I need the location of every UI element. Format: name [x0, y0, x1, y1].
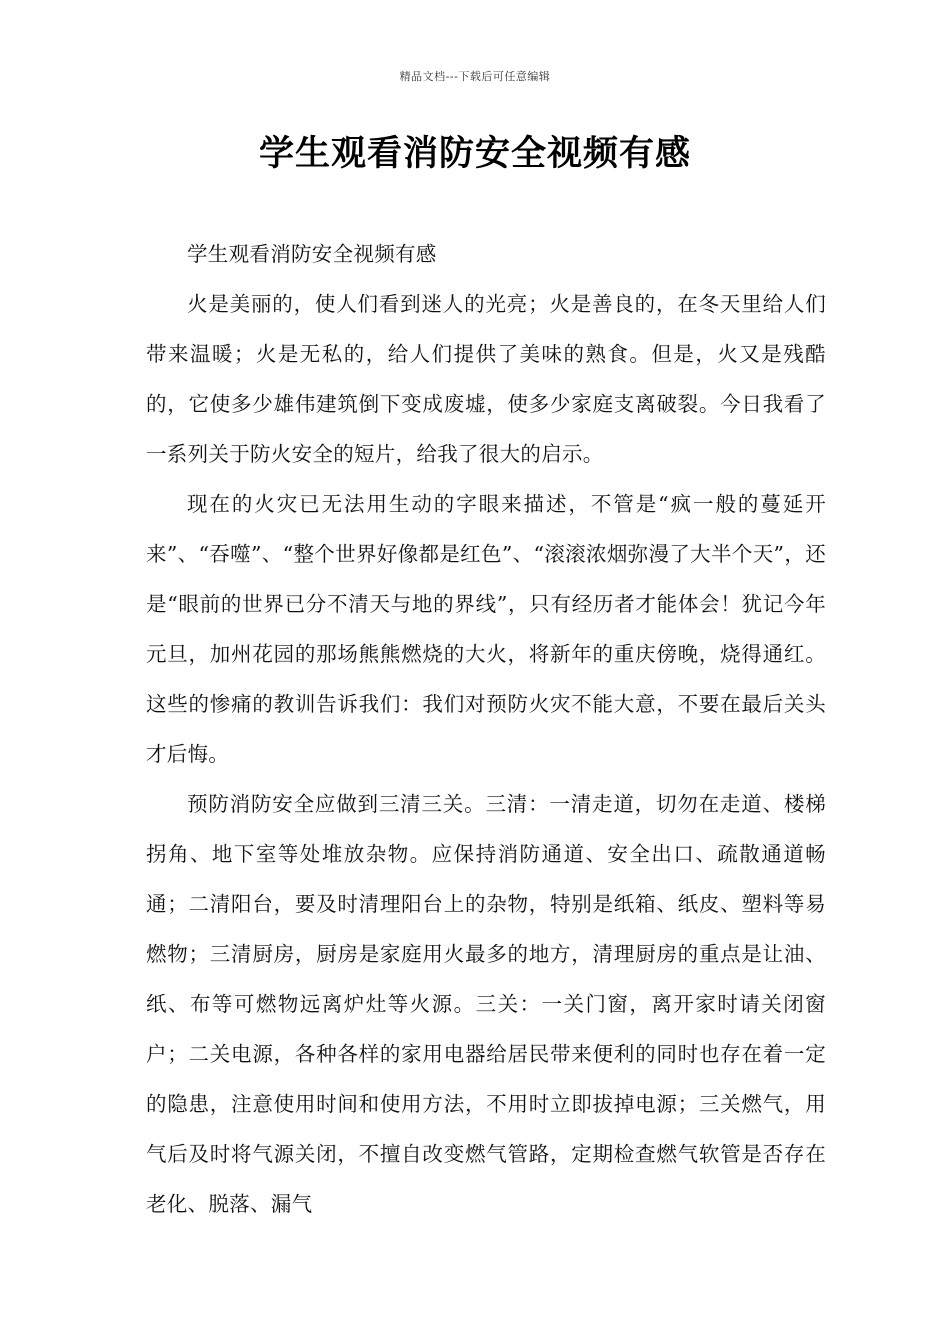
document-body	[146, 229, 826, 1229]
body-paragraph: 现在的火灾已无法用生动的字眼来描述，不管是“疯一般的蔓延开来”、“吞噬”、“整个世界好像都是红色”、“滚滚浓烟弥漫了大半个天”，还是“眼前的世界已分不清天与地的界线”，只有经历者才能体会！犹记今年元旦，加州花园的那场熊熊燃烧的大火，将新年的重庆傍晚，烧得通红。这些的惨痛的教训告诉我们：我们对预防火灾不能大意，不要在最后关头才后悔。	[146, 492, 826, 766]
header-note: 精品文档---下载后可任意编辑	[399, 70, 551, 83]
document-title: 学生观看消防安全视频有感	[258, 133, 691, 174]
body-paragraph: 预防消防安全应做到三清三关。三清：一清走道，切勿在走道、楼梯拐角、地下室等处堆放杂物。应保持消防通道、安全出口、疏散通道畅通；二清阳台，要及时清理阳台上的杂物，特别是纸箱、纸皮、塑料等易燃物；三清厨房，厨房是家庭用火最多的地方，清理厨房的重点是让油、纸、布等可燃物远离炉灶等火源。三关：一关门窗，离开家时请关闭窗户；二关电源，各种各样的家用电器给居民带来便利的同时也存在着一定的隐患，注意使用时间和使用方法，不用时立即拔掉电源；三关燃气，用气后及时将气源关闭，不擅自改变燃气管路，定期检查燃气软管是否存在老化、脱落、漏气	[146, 792, 826, 1216]
body-paragraph: 火是美丽的，使人们看到迷人的光亮；火是善良的，在冬天里给人们带来温暖；火是无私的，给人们提供了美味的熟食。但是，火又是残酷的，它使多少雄伟建筑倒下变成废墟，使多少家庭支离破裂。今日我看了一系列关于防火安全的短片，给我了很大的启示。	[146, 292, 826, 466]
body-paragraph-subtitle: 学生观看消防安全视频有感	[187, 242, 437, 266]
